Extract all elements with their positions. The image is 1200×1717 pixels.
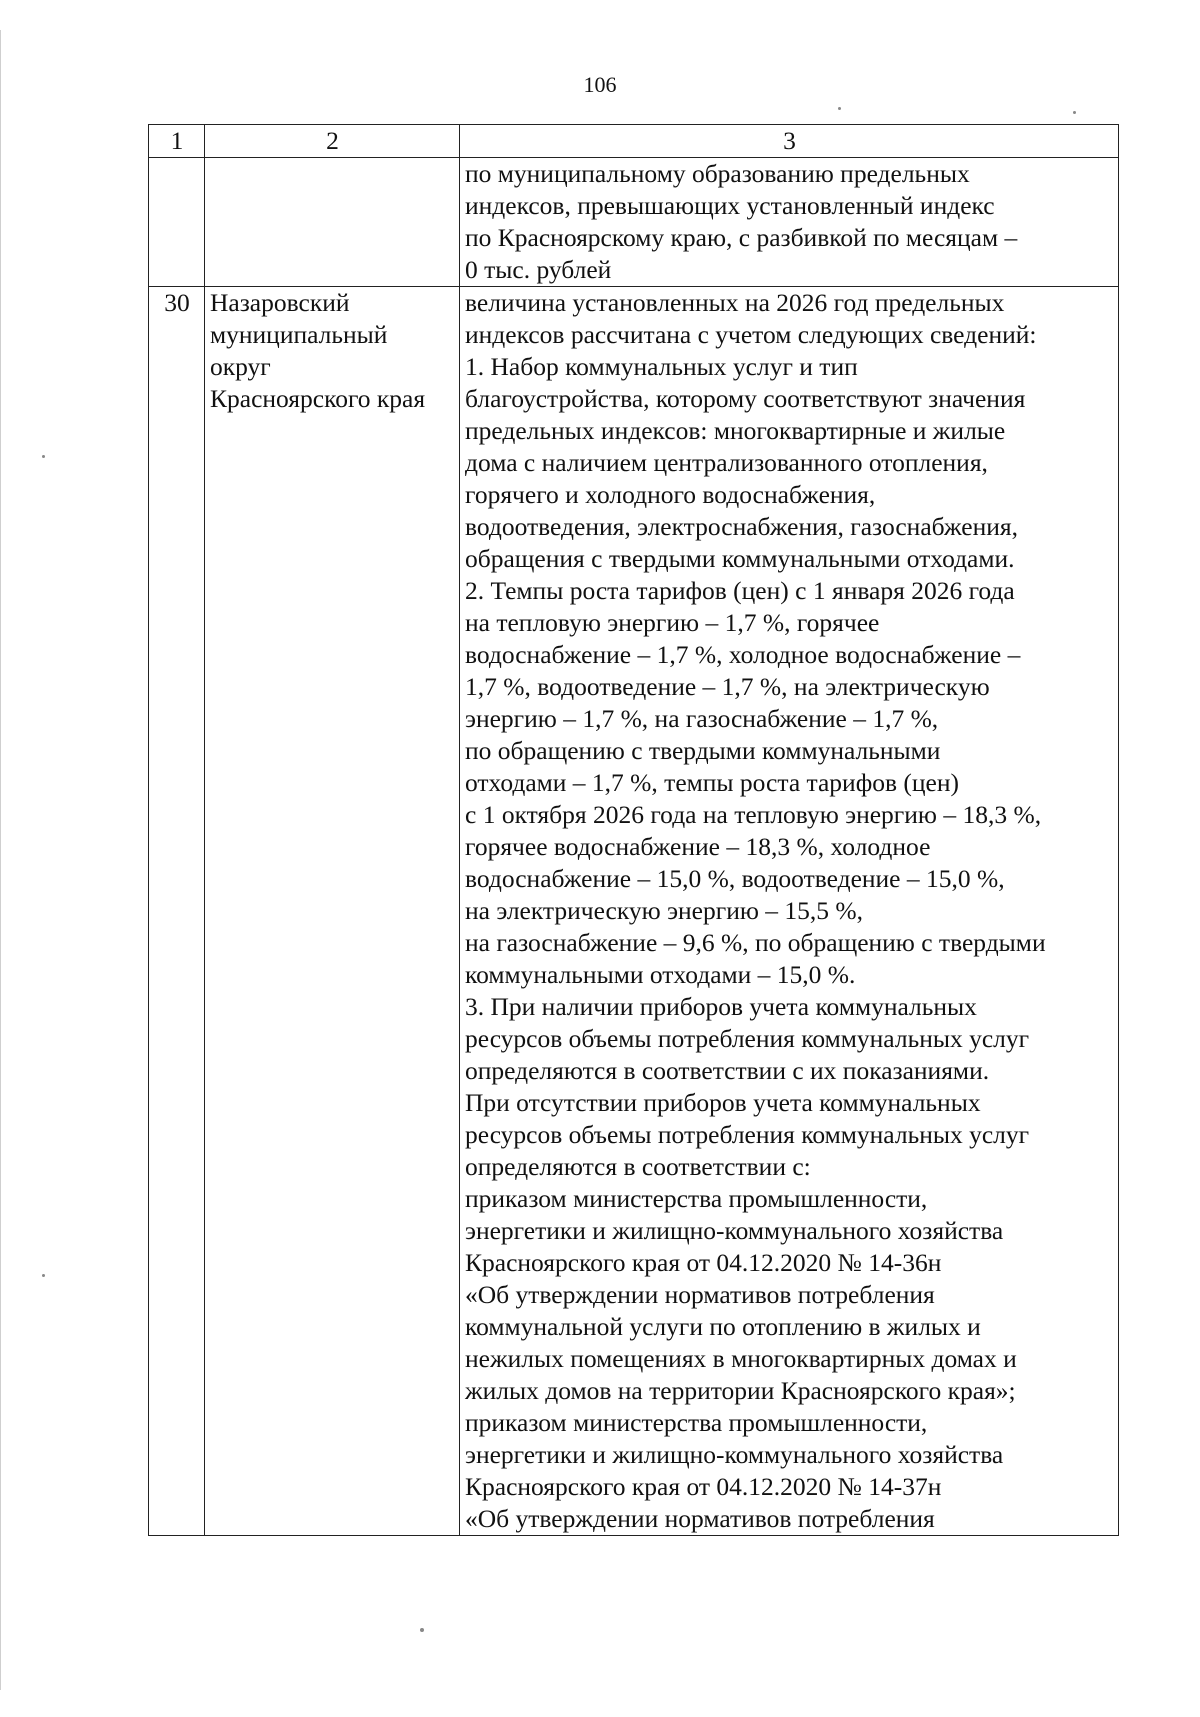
table-row	[149, 158, 1119, 287]
text-line: энергию – 1,7 %, на газоснабжение – 1,7 %,	[465, 704, 939, 733]
text-line: энергетики и жилищно-коммунального хозяйства	[465, 1440, 1004, 1469]
text-line: по обращению с твердыми коммунальными	[465, 736, 941, 765]
text-line: коммунальной услуги по отоплению в жилых и	[465, 1312, 981, 1341]
text-line: благоустройства, которому соответствуют значения	[465, 384, 1026, 413]
text-line: ресурсов объемы потребления коммунальных услуг	[465, 1024, 1030, 1053]
text-line: по муниципальному образованию предельных	[465, 159, 970, 188]
text-line: коммунальными отходами – 15,0 %.	[465, 960, 856, 989]
text-line: При отсутствии приборов учета коммунальных	[465, 1088, 981, 1117]
municipality-name	[205, 158, 460, 287]
text-line: Назаровский	[210, 288, 350, 317]
text-line: 1,7 %, водоотведение – 1,7 %, на электрическую	[465, 672, 990, 701]
text-line: горячего и холодного водоснабжения,	[465, 480, 876, 509]
row-text	[460, 158, 1119, 287]
text-line: водоотведения, электроснабжения, газоснабжения,	[465, 512, 1018, 541]
text-line: 2. Темпы роста тарифов (цен) с 1 января 2026 года	[465, 576, 1015, 605]
text-line: предельных индексов: многоквартирные и жилые	[465, 416, 1006, 445]
text-line: водоснабжение – 15,0 %, водоотведение – 15,0 %,	[465, 864, 1005, 893]
text-line: определяются в соответствии с их показаниями.	[465, 1056, 990, 1085]
text-line: энергетики и жилищно-коммунального хозяйства	[465, 1216, 1004, 1245]
text-line: водоснабжение – 1,7 %, холодное водоснабжение –	[465, 640, 1021, 669]
text-line: «Об утверждении нормативов потребления	[465, 1280, 935, 1309]
text-line: нежилых помещениях в многоквартирных домах и	[465, 1344, 1017, 1373]
text-line: 3. При наличии приборов учета коммунальных	[465, 992, 977, 1021]
text-line: «Об утверждении нормативов потребления	[465, 1504, 935, 1533]
header-col-2: 2	[205, 125, 460, 158]
text-line: приказом министерства промышленности,	[465, 1184, 928, 1213]
text-line: величина установленных на 2026 год предельных	[465, 288, 1005, 317]
text-line: с 1 октября 2026 года на тепловую энергию – 18,3 %,	[465, 800, 1042, 829]
municipality-name	[205, 287, 460, 1536]
scan-left-edge	[0, 30, 1, 1690]
text-line: обращения с твердыми коммунальными отходами.	[465, 544, 1015, 573]
text-line: ресурсов объемы потребления коммунальных услуг	[465, 1120, 1030, 1149]
row-text	[460, 287, 1119, 1536]
text-line: Красноярского края от 04.12.2020 № 14-36н	[465, 1248, 942, 1277]
scan-dot	[42, 1274, 45, 1277]
text-line: Красноярского края от 04.12.2020 № 14-37н	[465, 1472, 942, 1501]
text-line: горячее водоснабжение – 18,3 %, холодное	[465, 832, 931, 861]
text-line: отходами – 1,7 %, темпы роста тарифов (цен)	[465, 768, 959, 797]
text-line: жилых домов на территории Красноярского края»;	[465, 1376, 1016, 1405]
scan-dot	[420, 1628, 424, 1632]
text-line: определяются в соответствии с:	[465, 1152, 811, 1181]
text-line: Красноярского края	[210, 384, 426, 413]
scan-dot	[1073, 111, 1076, 114]
page-number: 106	[583, 72, 617, 97]
header-col-3: 3	[460, 125, 1119, 158]
text-line: индексов рассчитана с учетом следующих сведений:	[465, 320, 1037, 349]
table-row	[149, 287, 1119, 1536]
text-line: 1. Набор коммунальных услуг и тип	[465, 352, 858, 381]
scan-dot	[838, 107, 841, 110]
scan-dot	[42, 455, 45, 458]
text-line: приказом министерства промышленности,	[465, 1408, 928, 1437]
document-table	[148, 124, 1119, 1536]
text-line: на газоснабжение – 9,6 %, по обращению с твердыми	[465, 928, 1046, 957]
row-number	[149, 158, 205, 287]
text-line: дома с наличием централизованного отопления,	[465, 448, 988, 477]
row-number: 30	[149, 287, 205, 1536]
table-header-row	[149, 125, 1119, 158]
text-line: на электрическую энергию – 15,5 %,	[465, 896, 864, 925]
text-line: 0 тыс. рублей	[465, 255, 612, 284]
text-line: индексов, превышающих установленный индекс	[465, 191, 995, 220]
text-line: на тепловую энергию – 1,7 %, горячее	[465, 608, 880, 637]
text-line: по Красноярскому краю, с разбивкой по месяцам –	[465, 223, 1018, 252]
text-line: муниципальный	[210, 320, 388, 349]
text-line: округ	[210, 352, 271, 381]
header-col-1: 1	[149, 125, 205, 158]
